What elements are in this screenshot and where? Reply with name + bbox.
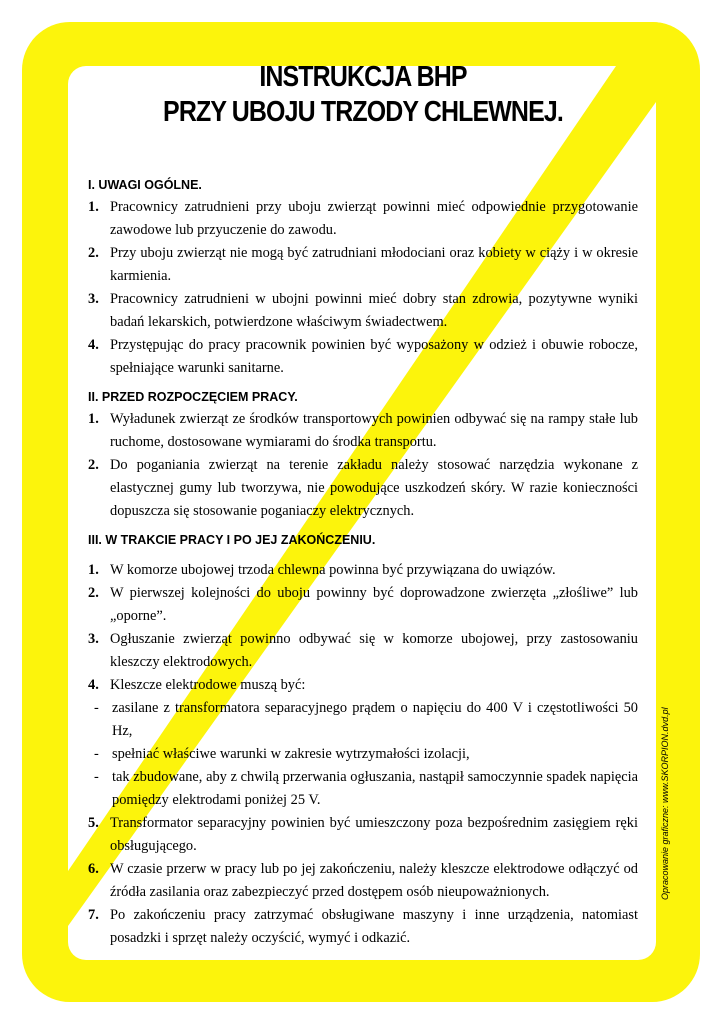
item-text: Wyładunek zwierząt ze środków transportowych powinien odbywać się na rampy stałe lub ruchome, dostosowane wymiarami do środka transportu. <box>110 411 638 450</box>
list-item <box>88 288 638 334</box>
list-item <box>88 858 638 904</box>
section-before-work-list <box>88 408 638 523</box>
list-item <box>88 812 638 858</box>
item-text: Pracownicy zatrudnieni w ubojni powinni mieć dobry stan zdrowia, pozytywne wyniki badań lekarskich, potwierdzone właściwym świadectwem. <box>110 291 638 330</box>
document-content <box>88 60 638 950</box>
item-text: W pierwszej kolejności do uboju powinny być doprowadzone zwierzęta „złośliwe” lub „oporne”. <box>110 585 638 624</box>
electrode-requirements-list <box>88 697 638 812</box>
item-number: 1. <box>88 199 99 215</box>
section-heading-during-work: III. W TRAKCIE PRACY I PO JEJ ZAKOŃCZENIU. <box>88 533 376 547</box>
item-number: 1. <box>88 411 99 427</box>
list-item <box>88 242 638 288</box>
item-number: 1. <box>88 562 99 578</box>
item-text: Ogłuszanie zwierząt powinno odbywać się w komorze ubojowej, przy zastosowaniu kleszczy elektrodowych. <box>110 631 638 670</box>
item-number: 5. <box>88 815 99 831</box>
dash-marker: - <box>94 769 99 785</box>
section-general-list <box>88 196 638 380</box>
section-heading-general: I. UWAGI OGÓLNE. <box>88 178 202 192</box>
item-number: 2. <box>88 245 99 261</box>
item-number: 7. <box>88 907 99 923</box>
title-line-2: PRZY UBOJU TRZODY CHLEWNEJ. <box>163 96 563 128</box>
item-text: Pracownicy zatrudnieni przy uboju zwierząt powinni mieć odpowiednie przygotowanie zawodowe lub przyuczenie do zawodu. <box>110 199 638 238</box>
sub-item-text: tak zbudowane, aby z chwilą przerwania ogłuszania, nastąpił samoczynnie spadek napięcia pomiędzy elektrodami poniżej 25 V. <box>112 769 638 808</box>
list-item <box>88 582 638 628</box>
list-item <box>88 196 638 242</box>
item-text: Kleszcze elektrodowe muszą być: <box>110 677 306 693</box>
item-number: 6. <box>88 861 99 877</box>
sub-item-text: zasilane z transformatora separacyjnego prądem o napięciu do 400 V i częstotliwości 50 Hz, <box>112 700 638 739</box>
sub-list-item <box>88 743 638 766</box>
page-title <box>127 60 600 130</box>
item-number: 3. <box>88 631 99 647</box>
item-number: 4. <box>88 677 99 693</box>
item-text: W czasie przerw w pracy lub po jej zakończeniu, należy kleszcze elektrodowe odłączyć od źródła zasilania oraz zabezpieczyć przed dostępem osób nieupoważnionych. <box>110 861 638 900</box>
section-heading-before-work: II. PRZED ROZPOCZĘCIEM PRACY. <box>88 390 298 404</box>
item-text: W komorze ubojowej trzoda chlewna powinna być przywiązana do uwiązów. <box>110 562 556 578</box>
item-number: 4. <box>88 337 99 353</box>
item-text: Po zakończeniu pracy zatrzymać obsługiwane maszyny i inne urządzenia, natomiast posadzki i sprzęt należy oczyścić, wymyć i odkazić. <box>110 907 638 946</box>
list-item <box>88 559 638 582</box>
item-number: 2. <box>88 585 99 601</box>
item-text: Transformator separacyjny powinien być umieszczony poza bezpośrednim zasięgiem ręki obsługującego. <box>110 815 638 854</box>
list-item <box>88 334 638 380</box>
sub-list-item <box>88 697 638 743</box>
sub-list-item <box>88 766 638 812</box>
list-item <box>88 454 638 523</box>
graphic-design-credit: Opracowanie graficzne: www.SKORPION.dvd.pl <box>660 707 670 900</box>
dash-marker: - <box>94 746 99 762</box>
item-text: Do poganiania zwierząt na terenie zakładu należy stosować narzędzia wykonane z elastycznej gumy lub tworzywa, nie powodujące uszkodzeń skóry. W razie konieczności dopuszcza się stosowanie poganiaczy elektrycznych. <box>110 457 638 519</box>
sub-item-text: spełniać właściwe warunki w zakresie wytrzymałości izolacji, <box>112 746 470 762</box>
list-item <box>88 904 638 950</box>
item-text: Przystępując do pracy pracownik powinien być wyposażony w odzież i obuwie robocze, spełniające warunki sanitarne. <box>110 337 638 376</box>
list-item <box>88 674 638 812</box>
section-during-work-list <box>88 559 638 950</box>
list-item <box>88 408 638 454</box>
item-number: 3. <box>88 291 99 307</box>
dash-marker: - <box>94 700 99 716</box>
item-number: 2. <box>88 457 99 473</box>
title-line-1: INSTRUKCJA BHP <box>259 61 467 93</box>
list-item <box>88 628 638 674</box>
item-text: Przy uboju zwierząt nie mogą być zatrudniani młodociani oraz kobiety w ciąży i w okresie karmienia. <box>110 245 638 284</box>
